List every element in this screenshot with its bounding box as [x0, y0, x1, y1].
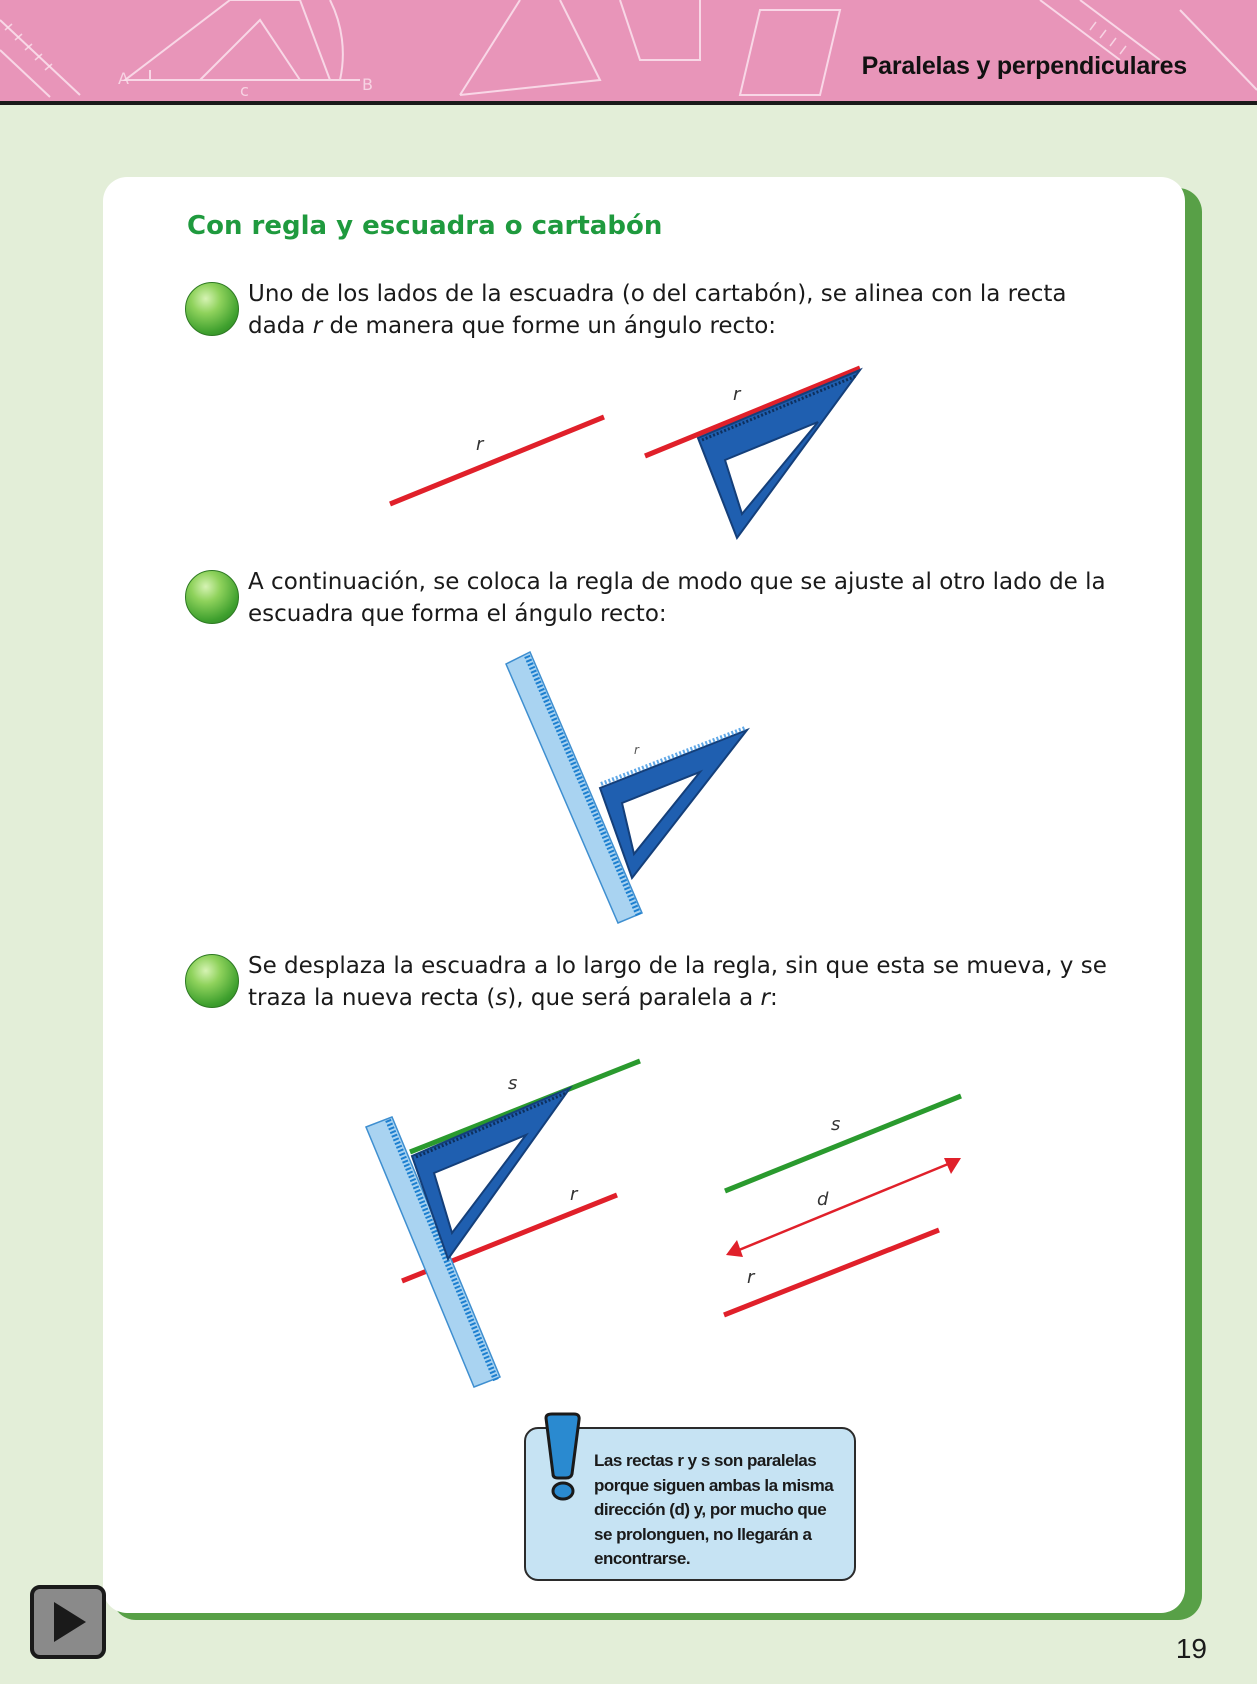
step-3-text-b: ), que será paralela a	[507, 985, 761, 1011]
svg-text:A: A	[118, 69, 129, 88]
step-1-bullet-icon	[185, 282, 239, 336]
play-button[interactable]	[30, 1585, 106, 1659]
step-1-text	[248, 278, 1108, 342]
label-r-2: r	[733, 384, 741, 405]
header-title: Paralelas y perpendiculares	[861, 52, 1187, 80]
step-3-var-r: r	[760, 985, 770, 1011]
section-title: Con regla y escuadra o cartabón	[187, 211, 663, 241]
step-2-text: A continuación, se coloca la regla de modo que se ajuste al otro lado de la escuadra que forma el ángulo recto:	[248, 569, 1106, 627]
label-r: r	[476, 434, 484, 455]
label-s: s	[831, 1114, 841, 1135]
step-3-bullet-icon	[185, 954, 239, 1008]
page-number: 19	[1175, 1633, 1207, 1664]
line-s	[725, 1096, 961, 1191]
play-icon	[34, 1589, 102, 1655]
label-r: r	[634, 743, 639, 757]
step-3-text-a: Se desplaza la escuadra a lo largo de la regla, sin que esta se mueva, y se traza la nueva recta (	[248, 953, 1107, 1011]
set-square	[600, 730, 747, 878]
header-geometry-pattern	[0, 0, 1257, 101]
step-3-text	[248, 950, 1108, 1014]
label-r: r	[747, 1267, 755, 1288]
note-text: Las rectas r y s son paralelas porque siguen ambas la misma dirección (d) y, por mucho que se prolonguen, no llegarán a encontrarse.	[594, 1451, 834, 1568]
figure-2	[500, 650, 760, 925]
step-3-var-s: s	[495, 985, 508, 1011]
step-3-text-c: :	[769, 985, 778, 1011]
step-1-text-b: de manera que forme un ángulo recto:	[322, 313, 777, 339]
figure-4	[715, 1085, 975, 1330]
label-r: r	[570, 1184, 578, 1205]
step-2-bullet-icon	[185, 570, 239, 624]
step-1-text-a: Uno de los lados de la escuadra (o del cartabón), se alinea con la recta dada	[248, 281, 1067, 339]
svg-text:B: B	[362, 75, 373, 94]
line-r	[390, 417, 604, 504]
figure-3	[360, 1055, 660, 1395]
figure-1	[380, 360, 880, 550]
exclamation-icon	[544, 1414, 584, 1504]
svg-text:c: c	[240, 81, 249, 100]
page-header	[0, 0, 1257, 105]
set-square	[698, 370, 860, 538]
label-s: s	[508, 1073, 518, 1094]
label-d: d	[817, 1189, 829, 1210]
step-1-var-r: r	[312, 313, 323, 339]
